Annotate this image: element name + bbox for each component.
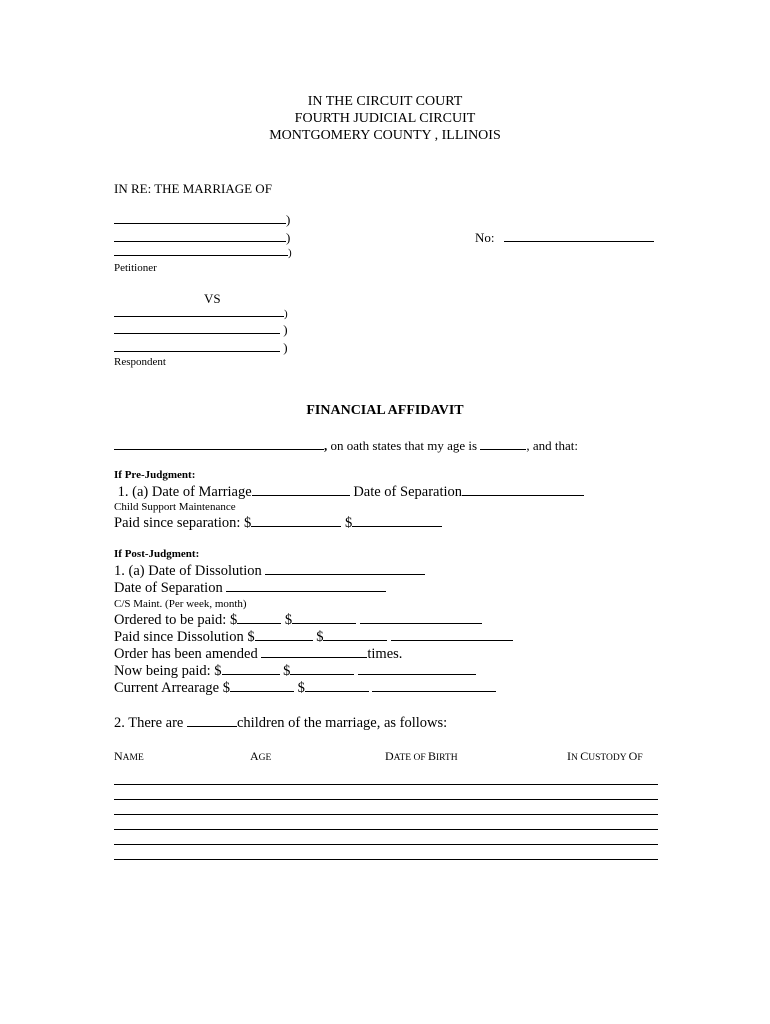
- date-of-marriage-field[interactable]: [252, 494, 350, 496]
- pre-marriage-separation-row: 1. (a) Date of Marriage Date of Separation: [114, 484, 584, 501]
- dissolution-field-2[interactable]: [323, 639, 387, 641]
- paid-since-separation-row: Paid since separation: $ $: [114, 515, 442, 532]
- paid-since-separation-field-1[interactable]: [251, 525, 341, 527]
- case-number-field[interactable]: [475, 230, 654, 246]
- paid-since-separation-field-2[interactable]: [352, 525, 442, 527]
- ordered-field-1[interactable]: [237, 622, 281, 624]
- oath-statement: , on oath states that my age is , and that:: [114, 438, 578, 454]
- arrearage-field-3[interactable]: [372, 690, 496, 692]
- child-entry-line[interactable]: [114, 844, 658, 845]
- arrearage-field-1[interactable]: [230, 690, 294, 692]
- pre-date-of-separation-field[interactable]: [462, 494, 584, 496]
- column-header-name: NAME: [114, 749, 144, 763]
- child-entry-line[interactable]: [114, 784, 658, 785]
- current-arrearage-row: Current Arrearage $ $: [114, 680, 496, 697]
- child-support-maintenance-label: Child Support Maintenance: [114, 501, 236, 513]
- child-entry-line[interactable]: [114, 799, 658, 800]
- petitioner-line-1[interactable]: ): [114, 212, 290, 228]
- child-entry-line[interactable]: [114, 814, 658, 815]
- in-re-heading: IN RE: THE MARRIAGE OF: [114, 181, 272, 196]
- dissolution-field-1[interactable]: [255, 639, 313, 641]
- children-count-field[interactable]: [187, 725, 237, 727]
- amended-times-field[interactable]: [261, 656, 367, 658]
- respondent-label: Respondent: [114, 356, 166, 368]
- post-date-of-separation-row: Date of Separation: [114, 580, 386, 597]
- children-statement: 2. There are children of the marriage, as follows:: [114, 715, 448, 731]
- vs-label: VS: [204, 291, 221, 306]
- petitioner-label: Petitioner: [114, 262, 157, 274]
- now-being-paid-row: Now being paid: $ $: [114, 663, 476, 680]
- cs-maint-label: C/S Maint. (Per week, month): [114, 598, 247, 610]
- case-number-label: No:: [475, 230, 495, 245]
- date-of-dissolution-field[interactable]: [265, 573, 425, 575]
- child-entry-line[interactable]: [114, 859, 658, 860]
- column-header-date-of-birth: DATE OF BIRTH: [385, 749, 458, 763]
- petitioner-line-3[interactable]: ): [114, 247, 292, 259]
- document-title: FINANCIAL AFFIDAVIT: [306, 403, 464, 418]
- post-date-of-separation-field[interactable]: [226, 590, 386, 592]
- pre-judgment-heading: If Pre-Judgment:: [114, 469, 196, 481]
- respondent-line-3[interactable]: ): [114, 340, 288, 356]
- age-field[interactable]: [480, 448, 526, 450]
- now-paid-field-1[interactable]: [222, 673, 280, 675]
- affiant-name-field[interactable]: [114, 448, 324, 450]
- respondent-line-2[interactable]: ): [114, 322, 288, 338]
- now-paid-field-3[interactable]: [358, 673, 476, 675]
- respondent-line-1[interactable]: ): [114, 308, 288, 320]
- column-header-in-custody-of: IN CUSTODY OF: [567, 749, 643, 763]
- paid-since-dissolution-row: Paid since Dissolution $ $: [114, 629, 513, 646]
- ordered-field-3[interactable]: [360, 622, 482, 624]
- date-of-dissolution-row: 1. (a) Date of Dissolution: [114, 563, 425, 580]
- post-judgment-heading: If Post-Judgment:: [114, 548, 200, 560]
- child-entry-line[interactable]: [114, 829, 658, 830]
- now-paid-field-2[interactable]: [290, 673, 354, 675]
- dissolution-field-3[interactable]: [391, 639, 513, 641]
- order-amended-row: Order has been amended times.: [114, 646, 403, 662]
- arrearage-field-2[interactable]: [305, 690, 369, 692]
- court-name: IN THE CIRCUIT COURT: [307, 94, 463, 109]
- ordered-field-2[interactable]: [292, 622, 356, 624]
- county-name: MONTGOMERY COUNTY , ILLINOIS: [269, 128, 501, 143]
- column-header-age: AGE: [250, 749, 272, 763]
- ordered-to-be-paid-row: Ordered to be paid: $ $: [114, 612, 482, 629]
- circuit-name: FOURTH JUDICIAL CIRCUIT: [294, 111, 476, 126]
- petitioner-line-2[interactable]: ): [114, 230, 290, 246]
